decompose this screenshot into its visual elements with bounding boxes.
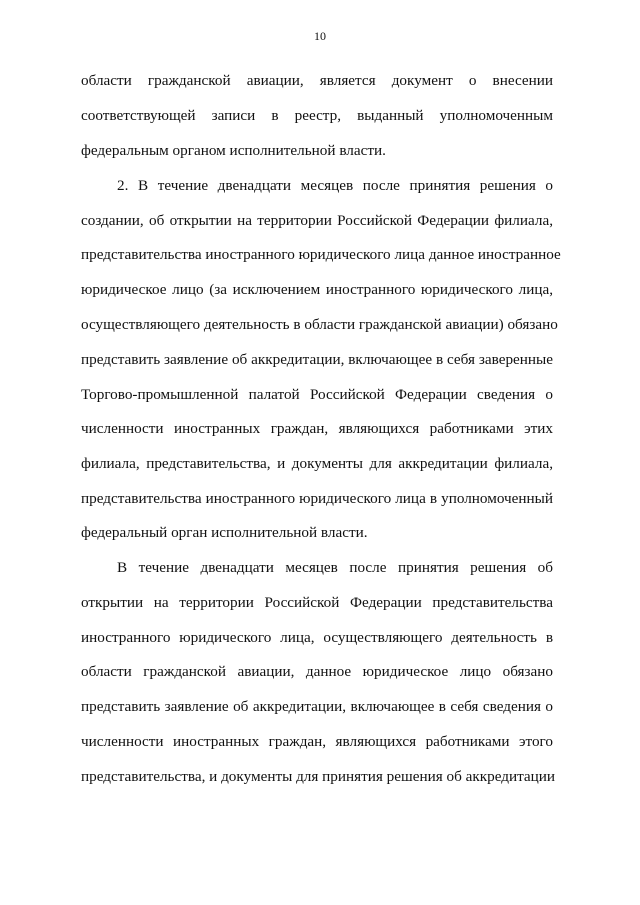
paragraph-start-line: 2. В течение двенадцати месяцев после принятия решения о: [117, 177, 553, 194]
text-line: Торгово-промышленной палатой Российской Федерации сведения о: [81, 386, 553, 403]
text-line: представительства иностранного юридического лица данное иностранное: [81, 246, 561, 263]
text-line: представить заявление об аккредитации, включающее в себя заверенные: [81, 351, 553, 368]
text-line: представительства, и документы для принятия решения об аккредитации: [81, 768, 556, 785]
text-line: федеральный орган исполнительной власти.: [81, 524, 368, 541]
text-line: представить заявление об аккредитации, включающее в себя сведения о: [81, 698, 553, 715]
text-line: осуществляющего деятельность в области гражданской авиации) обязано: [81, 316, 558, 333]
text-line: юридическое лицо (за исключением иностранного юридического лица,: [81, 281, 553, 298]
text-line: соответствующей записи в реестр, выданный уполномоченным: [81, 107, 553, 124]
text-line: области гражданской авиации, является документ о внесении: [81, 72, 553, 89]
page-number: 10: [314, 29, 326, 43]
text-line: численности иностранных граждан, являющихся работниками этих: [81, 420, 553, 437]
text-line: численности иностранных граждан, являющихся работниками этого: [81, 733, 553, 750]
text-line: иностранного юридического лица, осуществляющего деятельность в: [81, 629, 553, 646]
text-line: области гражданской авиации, данное юридическое лицо обязано: [81, 663, 553, 680]
text-line: федеральным органом исполнительной власти.: [81, 142, 386, 159]
text-line: филиала, представительства, и документы для аккредитации филиала,: [81, 455, 553, 472]
paragraph-start-line: В течение двенадцати месяцев после принятия решения об: [117, 559, 553, 576]
text-line: представительства иностранного юридического лица в уполномоченный: [81, 490, 553, 507]
text-line: открытии на территории Российской Федерации представительства: [81, 594, 553, 611]
text-line: создании, об открытии на территории Российской Федерации филиала,: [81, 212, 553, 229]
